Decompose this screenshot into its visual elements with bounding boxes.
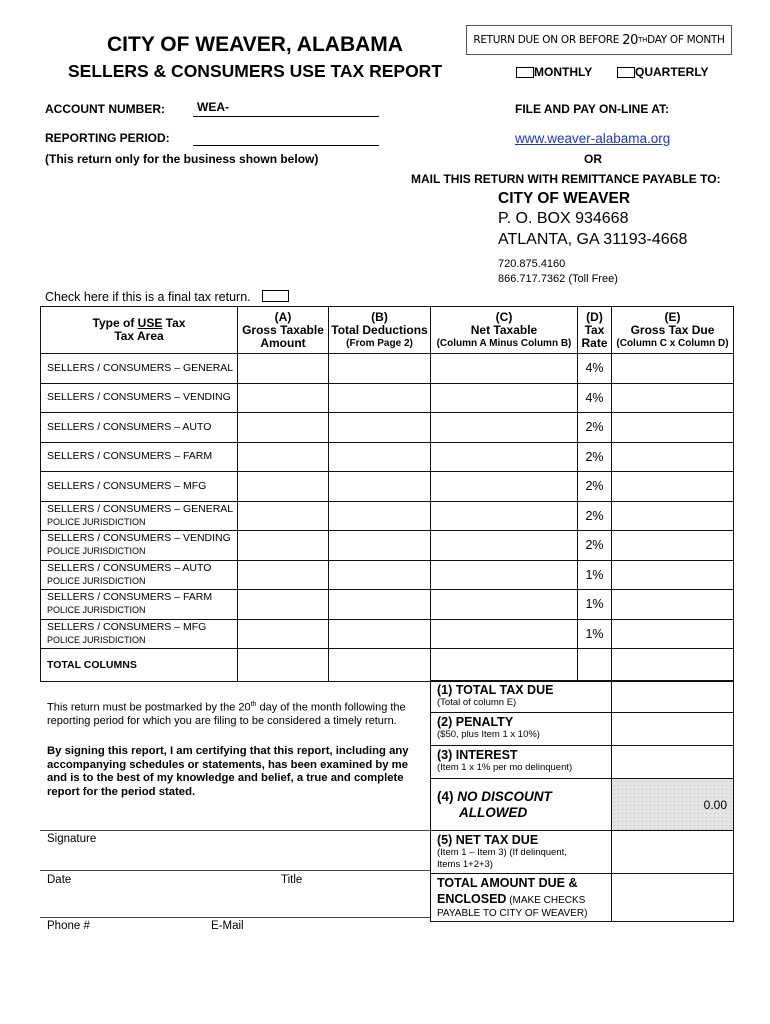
summary-label <box>431 779 612 831</box>
row-label <box>41 619 238 649</box>
monthly-checkbox[interactable] <box>516 67 534 78</box>
payee-name: CITY OF WEAVER <box>498 190 631 207</box>
deductions-cell[interactable] <box>329 501 431 531</box>
summary-title-pre: (4) <box>437 788 458 804</box>
monthly-label: MONTHLY <box>534 65 593 79</box>
due-sup: TH <box>638 36 648 44</box>
summary-label <box>431 713 612 746</box>
table-row <box>41 501 734 531</box>
table-row <box>41 531 734 561</box>
postmark-sup: th <box>250 701 257 708</box>
gross-tax-due-cell[interactable] <box>612 619 734 649</box>
gross-taxable-cell[interactable] <box>238 472 329 502</box>
phone-line <box>40 917 430 918</box>
summary-sub: ($50, plus Item 1 x 10%) <box>437 729 540 740</box>
table-row <box>41 383 734 413</box>
tax-rate: 2% <box>578 413 612 443</box>
summary-total-tax-due <box>431 681 734 713</box>
type-title-use: USE <box>137 316 163 330</box>
summary-net-tax-due <box>431 831 734 874</box>
summary-title: TOTAL AMOUNT DUE & <box>437 876 578 890</box>
row-name: SELLERS / CONSUMERS – GENERAL <box>47 361 234 374</box>
row-name: SELLERS / CONSUMERS – GENERAL <box>47 502 234 515</box>
tax-rate: 2% <box>578 501 612 531</box>
deductions-cell[interactable] <box>329 619 431 649</box>
summary-label <box>431 681 612 713</box>
net-taxable-cell[interactable] <box>431 442 578 472</box>
account-number-field[interactable] <box>193 100 379 117</box>
tax-rate: 2% <box>578 472 612 502</box>
interest-field[interactable] <box>612 746 734 779</box>
gross-tax-due-cell[interactable] <box>612 531 734 561</box>
summary-sub: (Item 1 x 1% per mo delinquent) <box>437 762 573 773</box>
gross-tax-due-cell[interactable] <box>612 442 734 472</box>
gross-taxable-cell[interactable] <box>238 383 329 413</box>
net-taxable-cell[interactable] <box>431 501 578 531</box>
deductions-cell[interactable] <box>329 531 431 561</box>
header-e-letter: (E) <box>664 309 681 324</box>
gross-tax-due-cell[interactable] <box>612 472 734 502</box>
row-jurisdiction: POLICE JURISDICTION <box>47 575 146 586</box>
tax-rate: 1% <box>578 560 612 590</box>
row-jurisdiction: POLICE JURISDICTION <box>47 516 146 527</box>
row-label <box>41 501 238 531</box>
deductions-cell[interactable] <box>329 442 431 472</box>
net-taxable-cell[interactable] <box>431 354 578 384</box>
summary-total-amount-due <box>431 874 734 922</box>
net-taxable-cell[interactable] <box>431 383 578 413</box>
due-day: 20 <box>622 32 639 48</box>
gross-tax-due-cell[interactable] <box>612 501 734 531</box>
city-state-zip: ATLANTA, GA 31193-4668 <box>498 231 688 248</box>
type-title-post: Tax <box>162 316 186 330</box>
type-sub: Tax Area <box>114 329 164 343</box>
header-a-line2: Amount <box>260 335 306 350</box>
table-row <box>41 442 734 472</box>
row-name: SELLERS / CONSUMERS – MFG <box>47 479 207 492</box>
monthly-option[interactable] <box>516 65 592 79</box>
account-number-value: WEA- <box>197 100 229 114</box>
total-columns-label: TOTAL COLUMNS <box>41 649 238 682</box>
header-e <box>612 307 734 354</box>
gross-tax-due-cell[interactable] <box>612 383 734 413</box>
summary-title-italic: NO DISCOUNT <box>457 788 552 804</box>
row-label <box>41 531 238 561</box>
reporting-period-field[interactable] <box>193 129 379 146</box>
row-label <box>41 442 238 472</box>
summary-label <box>431 874 612 922</box>
or-label: OR <box>584 152 602 166</box>
gross-taxable-cell[interactable] <box>238 413 329 443</box>
header-b-letter: (B) <box>371 309 388 324</box>
quarterly-label: QUARTERLY <box>635 65 709 79</box>
net-taxable-cell[interactable] <box>431 413 578 443</box>
net-taxable-cell[interactable] <box>431 590 578 620</box>
penalty-field[interactable] <box>612 713 734 746</box>
type-title-pre: Type of <box>92 316 138 330</box>
signature-field[interactable] <box>40 836 430 868</box>
header-d-letter: (D) <box>586 309 603 324</box>
title-label: Title <box>281 874 303 886</box>
gross-taxable-cell[interactable] <box>238 442 329 472</box>
summary-interest <box>431 746 734 779</box>
signature-label: Signature <box>47 833 97 845</box>
summary-penalty <box>431 713 734 746</box>
certification-note: By signing this report, I am certifying that this report, including any accompanying schedules or statements, has been examined by me and is to the best of my knowledge and belief, a true and complete report for the period stated. <box>47 745 409 798</box>
tax-rate: 2% <box>578 531 612 561</box>
account-number-label: ACCOUNT NUMBER: <box>45 102 165 116</box>
gross-taxable-cell[interactable] <box>238 590 329 620</box>
deductions-cell[interactable] <box>329 472 431 502</box>
due-notice <box>466 25 732 55</box>
table-row <box>41 619 734 649</box>
tax-rate: 1% <box>578 590 612 620</box>
header-a-line1: Gross Taxable <box>242 322 324 337</box>
summary-title: (5) NET TAX DUE <box>437 833 539 847</box>
total-e-cell[interactable] <box>612 649 734 682</box>
header-e-line1: Gross Tax Due <box>630 322 715 337</box>
row-jurisdiction: POLICE JURISDICTION <box>47 605 146 616</box>
summary-table <box>430 680 734 922</box>
quarterly-checkbox[interactable] <box>617 67 635 78</box>
row-label <box>41 413 238 443</box>
header-b <box>329 307 431 354</box>
header-a-letter: (A) <box>274 309 292 324</box>
final-return-checkbox[interactable] <box>262 290 289 302</box>
deductions-cell[interactable] <box>329 560 431 590</box>
row-name: SELLERS / CONSUMERS – AUTO <box>47 420 212 433</box>
gross-tax-due-cell[interactable] <box>612 590 734 620</box>
deductions-cell[interactable] <box>329 413 431 443</box>
no-discount-value: 0.00 <box>612 779 734 831</box>
row-name: SELLERS / CONSUMERS – AUTO <box>47 561 212 574</box>
header-e-line2: (Column C x Column D) <box>616 337 729 349</box>
gross-tax-due-cell[interactable] <box>612 560 734 590</box>
header-b-line1: Total Deductions <box>331 322 428 337</box>
table-header-row <box>41 307 734 354</box>
row-name: SELLERS / CONSUMERS – FARM <box>47 450 213 463</box>
header-type <box>41 307 238 354</box>
summary-title-italic2: ALLOWED <box>459 804 528 820</box>
summary-title: (2) PENALTY <box>437 715 514 729</box>
gross-taxable-cell[interactable] <box>238 501 329 531</box>
header-d <box>578 307 612 354</box>
summary-label <box>431 831 612 874</box>
table-row <box>41 472 734 502</box>
tax-rate: 2% <box>578 442 612 472</box>
date-line <box>40 870 430 871</box>
business-note: (This return only for the business shown below) <box>45 152 319 166</box>
net-taxable-cell[interactable] <box>431 560 578 590</box>
website-link-text[interactable]: www.weaver-alabama.org <box>515 131 671 146</box>
tax-rate: 1% <box>578 619 612 649</box>
deductions-cell[interactable] <box>329 383 431 413</box>
gross-taxable-cell[interactable] <box>238 354 329 384</box>
summary-sub: (Total of column E) <box>437 697 517 708</box>
deductions-cell[interactable] <box>329 590 431 620</box>
city-title: CITY OF WEAVER, ALABAMA <box>107 33 403 56</box>
phone-number: 720.875.4160 <box>498 258 566 270</box>
tax-rate: 4% <box>578 354 612 384</box>
summary-no-discount <box>431 779 734 831</box>
date-label: Date <box>47 874 72 886</box>
table-row <box>41 354 734 384</box>
total-amount-due-field[interactable] <box>612 874 734 922</box>
total-c-cell[interactable] <box>431 649 578 682</box>
summary-title: (1) TOTAL TAX DUE <box>437 683 554 697</box>
summary-sub: (Item 1 – Item 3) (If delinquent, <box>437 847 567 858</box>
quarterly-option[interactable] <box>617 65 709 79</box>
summary-label <box>431 746 612 779</box>
total-tax-due-field[interactable] <box>612 681 734 713</box>
row-label <box>41 560 238 590</box>
gross-taxable-cell[interactable] <box>238 560 329 590</box>
phone-label: Phone # <box>47 920 90 932</box>
row-name: SELLERS / CONSUMERS – VENDING <box>47 532 231 545</box>
total-columns-row <box>41 649 734 682</box>
final-return-label: Check here if this is a final tax return. <box>45 290 251 304</box>
header-d-line2: Rate <box>581 335 608 350</box>
reporting-period-label: REPORTING PERIOD: <box>45 131 170 145</box>
signature-line <box>40 830 430 831</box>
postmark-post: day of the month following the reporting period for which you are filing to be considered a timely return. <box>47 701 406 728</box>
row-jurisdiction: POLICE JURISDICTION <box>47 546 146 557</box>
header-d-line1: Tax <box>584 322 605 337</box>
row-name: SELLERS / CONSUMERS – MFG <box>47 620 207 633</box>
header-a <box>238 307 329 354</box>
tax-table <box>40 306 734 682</box>
row-name: SELLERS / CONSUMERS – FARM <box>47 591 213 604</box>
summary-title: (3) INTEREST <box>437 748 518 762</box>
table-row <box>41 560 734 590</box>
summary-title2: ENCLOSED <box>437 892 507 906</box>
net-tax-due-field[interactable] <box>612 831 734 874</box>
gross-tax-due-cell[interactable] <box>612 354 734 384</box>
header-b-line2: (From Page 2) <box>346 337 413 349</box>
report-title: SELLERS & CONSUMERS USE TAX REPORT <box>67 61 443 81</box>
postmark-note <box>47 698 427 729</box>
summary-sub-inline: (MAKE CHECKS <box>506 895 586 906</box>
net-taxable-cell[interactable] <box>431 531 578 561</box>
website-link[interactable] <box>515 130 670 148</box>
gross-taxable-cell[interactable] <box>238 619 329 649</box>
row-label <box>41 472 238 502</box>
email-label: E-Mail <box>211 920 244 932</box>
postmark-pre: This return must be postmarked by the 20 <box>47 701 251 714</box>
due-suffix: DAY OF MONTH <box>647 34 725 46</box>
gross-tax-due-cell[interactable] <box>612 413 734 443</box>
toll-free-number: 866.717.7362 (Toll Free) <box>498 273 618 285</box>
row-name: SELLERS / CONSUMERS – VENDING <box>47 391 231 404</box>
po-box: P. O. BOX 934668 <box>498 210 629 227</box>
due-prefix: RETURN DUE ON OR BEFORE <box>473 34 620 46</box>
table-row <box>41 413 734 443</box>
row-label <box>41 590 238 620</box>
total-a-cell[interactable] <box>238 649 329 682</box>
row-label <box>41 383 238 413</box>
summary-sub2: PAYABLE TO CITY OF WEAVER) <box>437 908 588 919</box>
net-taxable-cell[interactable] <box>431 619 578 649</box>
net-taxable-cell[interactable] <box>431 472 578 502</box>
header-c <box>431 307 578 354</box>
mail-label: MAIL THIS RETURN WITH REMITTANCE PAYABLE TO: <box>411 172 721 186</box>
gross-taxable-cell[interactable] <box>238 531 329 561</box>
summary-sub2: Items 1+2+3) <box>437 859 493 870</box>
row-label <box>41 354 238 384</box>
total-b-cell[interactable] <box>329 649 431 682</box>
header-c-line2: (Column A Minus Column B) <box>436 337 572 349</box>
deductions-cell[interactable] <box>329 354 431 384</box>
row-jurisdiction: POLICE JURISDICTION <box>47 634 146 645</box>
header-c-line1: Net Taxable <box>470 322 538 337</box>
table-row <box>41 590 734 620</box>
tax-rate: 4% <box>578 383 612 413</box>
total-d-cell <box>578 649 612 682</box>
online-label: FILE AND PAY ON-LINE AT: <box>515 102 670 116</box>
header-c-letter: (C) <box>495 309 513 324</box>
